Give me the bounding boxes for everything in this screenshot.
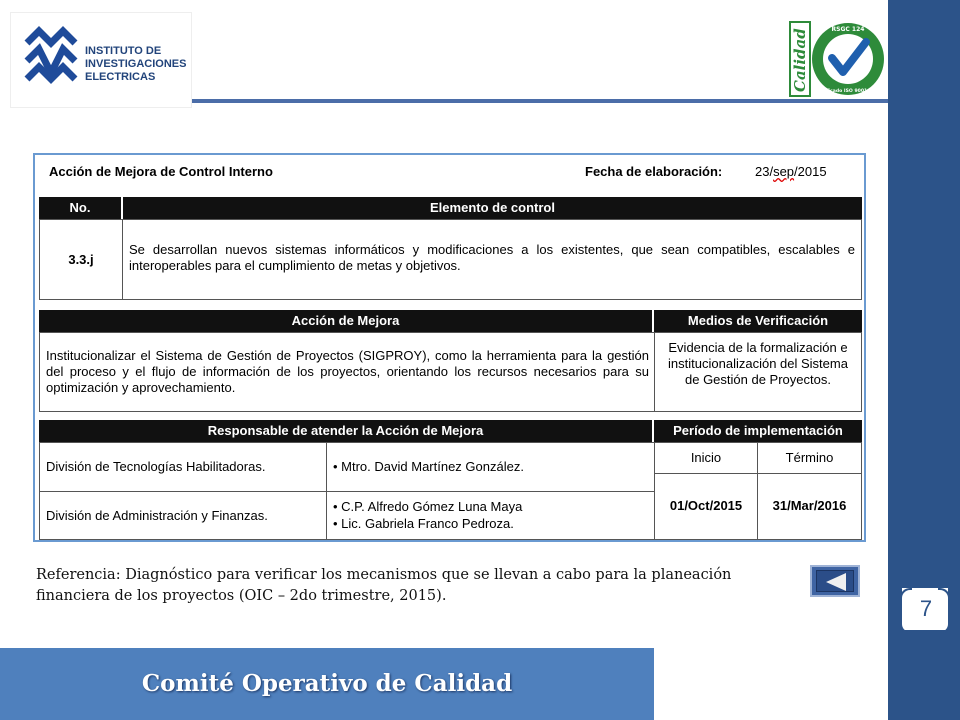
iso-quality-seal	[788, 20, 886, 98]
division-row-2: División de Administración y Finanzas.	[39, 491, 327, 540]
institute-line-3: ELECTRICAS	[85, 71, 156, 83]
control-number: 3.3.j	[39, 219, 123, 300]
control-description: Se desarrollan nuevos sistemas informáticos y modificaciones a los existentes, que sean compatibles, escalables e interoperables para el cumplimiento de metas y objetivos.	[122, 219, 862, 300]
back-button-face[interactable]	[816, 570, 854, 592]
header-responsible: Responsable de atender la Acción de Mejora	[39, 420, 652, 442]
end-date: 31/Mar/2016	[757, 473, 862, 540]
institute-name	[85, 45, 186, 84]
header-no: No.	[39, 197, 121, 219]
date-value: 23/sep/2015	[755, 164, 827, 179]
division-row-1: División de Tecnologías Habilitadoras.	[39, 442, 327, 492]
header-improvement-action: Acción de Mejora	[39, 310, 652, 332]
iie-logo	[10, 12, 192, 108]
form-title: Acción de Mejora de Control Interno	[49, 164, 273, 179]
svg-text:Calidad: Calidad	[791, 28, 809, 92]
institute-line-1: INSTITUTO DE	[85, 45, 162, 57]
person-3: • Lic. Gabriela Franco Pedroza.	[333, 516, 514, 531]
footer-title: Comité Operativo de Calidad	[141, 670, 513, 697]
verification-text: Evidencia de la formalización e institucionalización del Sistema de Gestión de Proyectos.	[654, 332, 862, 412]
person-2: • C.P. Alfredo Gómez Luna Maya	[333, 499, 523, 514]
header-control-element: Elemento de control	[123, 197, 862, 219]
page-number-frame	[900, 588, 948, 630]
iie-wave-icon	[23, 21, 81, 101]
end-label: Término	[757, 442, 862, 474]
start-date: 01/Oct/2015	[654, 473, 758, 540]
triangle-left-icon	[817, 571, 855, 593]
institute-line-2: INVESTIGACIONES	[85, 58, 187, 70]
reference-note: Referencia: Diagnóstico para verificar los mecanismos que se llevan a cabo para la planeación financiera de los proyectos (OIC – 2do trimestre, 2015).	[36, 567, 732, 604]
person-1: • Mtro. David Martínez González.	[333, 459, 524, 474]
improvement-action-form	[33, 153, 866, 542]
people-row-2	[326, 491, 655, 540]
page-number: 7	[919, 596, 933, 621]
svg-text:RSGC 124: RSGC 124	[831, 26, 865, 33]
people-row-1	[326, 442, 655, 492]
header-implementation-period: Período de implementación	[654, 420, 862, 442]
back-button[interactable]	[810, 565, 860, 597]
header-verification: Medios de Verificación	[654, 310, 862, 332]
improvement-action-text: Institucionalizar el Sistema de Gestión de Proyectos (SIGPROY), como la herramienta para la gestión del proceso y el flujo de información de los proyectos, orientando los recursos necesarios para su optimización y aprovechamiento.	[39, 332, 655, 412]
svg-text:Certificado ISO 9001:2008: Certificado ISO 9001:2008	[814, 89, 882, 94]
header-divider	[192, 99, 888, 103]
date-label: Fecha de elaboración:	[585, 164, 723, 179]
start-label: Inicio	[654, 442, 758, 474]
